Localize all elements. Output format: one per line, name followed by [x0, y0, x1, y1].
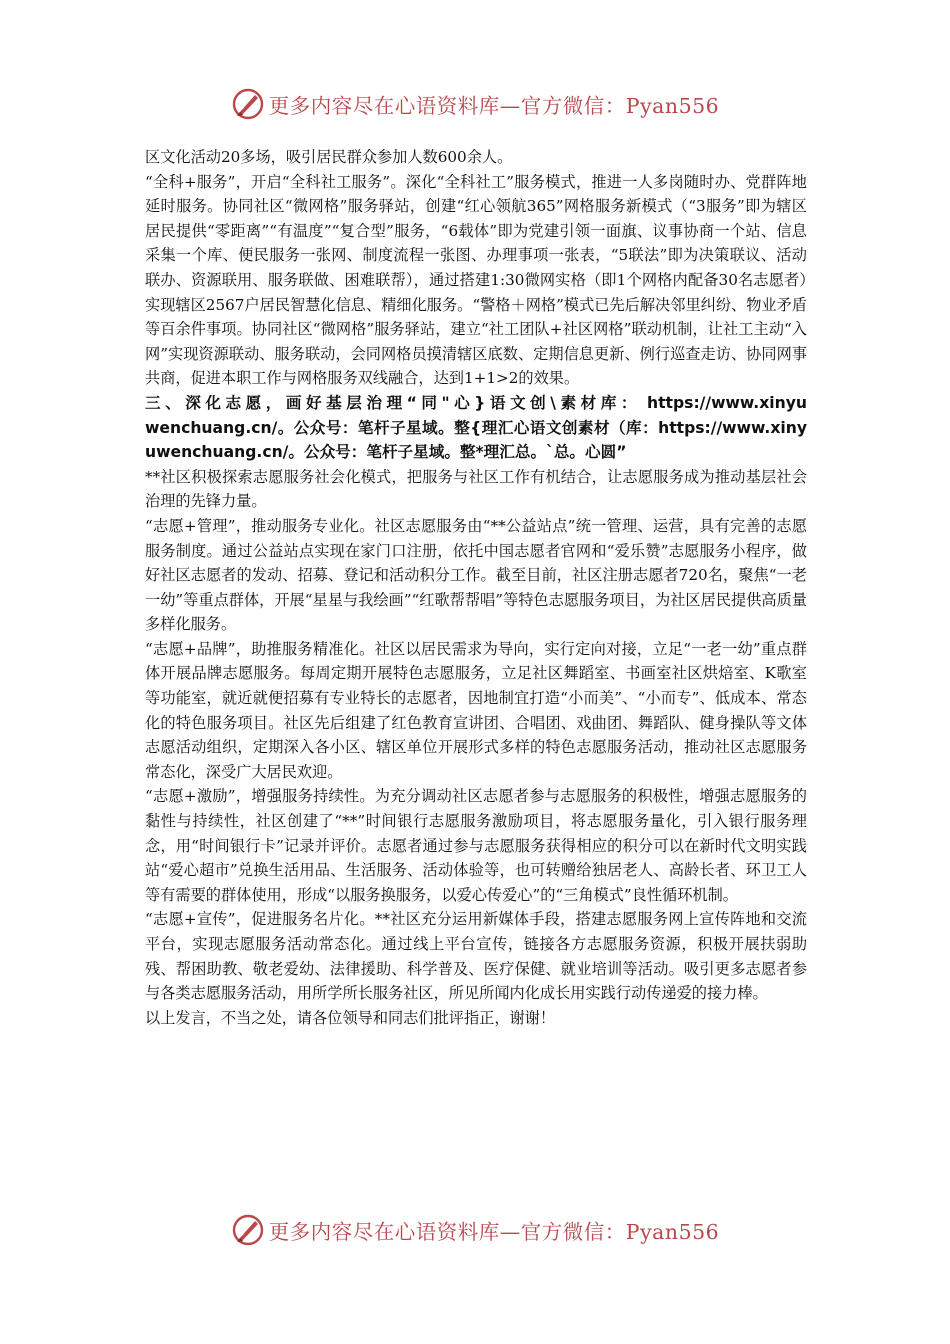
document-body — [145, 145, 807, 1030]
section-heading-title: 三、深化志愿，画好基层治理“同"心}语文创\素材库： — [145, 393, 642, 412]
paragraph: “志愿+激励”，增强服务持续性。为充分调动社区志愿者参与志愿服务的积极性，增强志愿服务的黏性与持续性，社区创建了“**”时间银行志愿服务激励项目，将志愿服务量化，引入银行服务理念，用“时间银行卡”记录并评价。志愿者通过参与志愿服务获得相应的积分可以在新时代文明实践站“爱心超市”兑换生活用品、生活服务、活动体验等，也可转赠给独居老人、高龄长者、环卫工人等有需要的群体使用，形成“以服务换服务，以爱心传爱心”的“三角模式”良性循环机制。 — [145, 787, 807, 904]
paragraph: **社区积极探索志愿服务社会化模式，把服务与社区工作有机结合，让志愿服务成为推动基层社会治理的先锋力量。 — [145, 467, 807, 511]
paragraph: “志愿+宣传”，促进服务名片化。**社区充分运用新媒体手段，搭建志愿服务网上宣传阵地和交流平台，实现志愿服务活动常态化。通过线上平台宣传，链接各方志愿服务资源，积极开展扶弱助残、帮困助教、敬老爱幼、法律援助、科学普及、医疗保健、就业培训等活动。吸引更多志愿者参与各类志愿服务活动，用所学所长服务社区，所见所闻内化成长用实践行动传递爱的接力棒。 — [145, 910, 807, 1003]
paragraph: “志愿+管理”，推动服务专业化。社区志愿服务由“**公益站点”统一管理、运营，具有完善的志愿服务制度。通过公益站点实现在家门口注册，依托中国志愿者官网和“爱乐赞”志愿服务小程序，做好社区志愿者的发动、招募、登记和活动积分工作。截至目前，社区注册志愿者720名，聚焦“一老一幼”等重点群体，开展“星星与我绘画”“红歌帮帮唱”等特色志愿服务项目，为社区居民提供高质量多样化服务。 — [145, 516, 807, 634]
closing-remark: 以上发言，不当之处，请各位领导和同志们批评指正，谢谢！ — [145, 1008, 556, 1027]
header-banner — [0, 82, 950, 126]
paragraph: “志愿+品牌”，助推服务精准化。社区以居民需求为导向，实行定向对接，立足“一老一幼”重点群体开展品牌志愿服务。每周定期开展特色志愿服务，立足社区舞蹈室、书画室社区烘焙室、K歌室等功能室，就近就便招募有专业特长的志愿者，因地制宜打造“小而美”、“小而专”、低成本、常态化的特色服务项目。社区先后组建了红色教育宣讲团、合唱团、戏曲团、舞蹈队、健身操队等文体志愿活动组织，定期深入各小区、辖区单位开展形式多样的特色志愿服务活动，推动社区志愿服务常态化，深受广大居民欢迎。 — [145, 639, 807, 781]
pen-logo-icon — [231, 1213, 265, 1247]
section-heading — [145, 391, 807, 465]
section-heading-rest: https://www.xinyuwenchuang.cn/。公众号：笔杆子星域。整{理汇心语文创素材（库：https://www.xinyuwenchuang.cn/。公众号：笔杆子星域。整*理汇总。`总。心圆” — [145, 393, 807, 462]
paragraph: 区文化活动20多场，吸引居民群众参加人数600余人。 — [145, 148, 513, 166]
footer-banner — [0, 1208, 950, 1252]
pen-logo-icon — [231, 87, 265, 121]
paragraph: “全科+服务”，开启“全科社工服务”。深化“全科社工”服务模式，推进一人多岗随时办、党群阵地延时服务。协同社区“微网格”服务驿站，创建“红心领航365”网格服务新模式（“3服务”即为辖区居民提供“零距离”“有温度”“复合型”服务，“6载体”即为党建引领一面旗、议事协商一个站、信息采集一个库、便民服务一张网、制度流程一张图、办理事项一张表，“5联法”即为决策联议、活动联办、资源联用、服务联做、困难联帮），通过搭建1:30微网实格（即1个网格内配备30名志愿者）实现辖区2567户居民智慧化信息、精细化服务。“警格＋网格”模式已先后解决邻里纠纷、物业矛盾等百余件事项。协同社区“微网格”服务驿站，建立“社工团队+社区网格”联动机制，让社工主动“入网”实现资源联动、服务联动，会同网格员摸清辖区底数、定期信息更新、例行巡查走访、协同网事共商，促进本职工作与网格服务双线融合，达到1+1>2的效果。 — [145, 172, 807, 388]
banner-text: 更多内容尽在心语资料库—官方微信：Pyan556 — [268, 94, 720, 118]
banner-text: 更多内容尽在心语资料库—官方微信：Pyan556 — [268, 1220, 720, 1244]
